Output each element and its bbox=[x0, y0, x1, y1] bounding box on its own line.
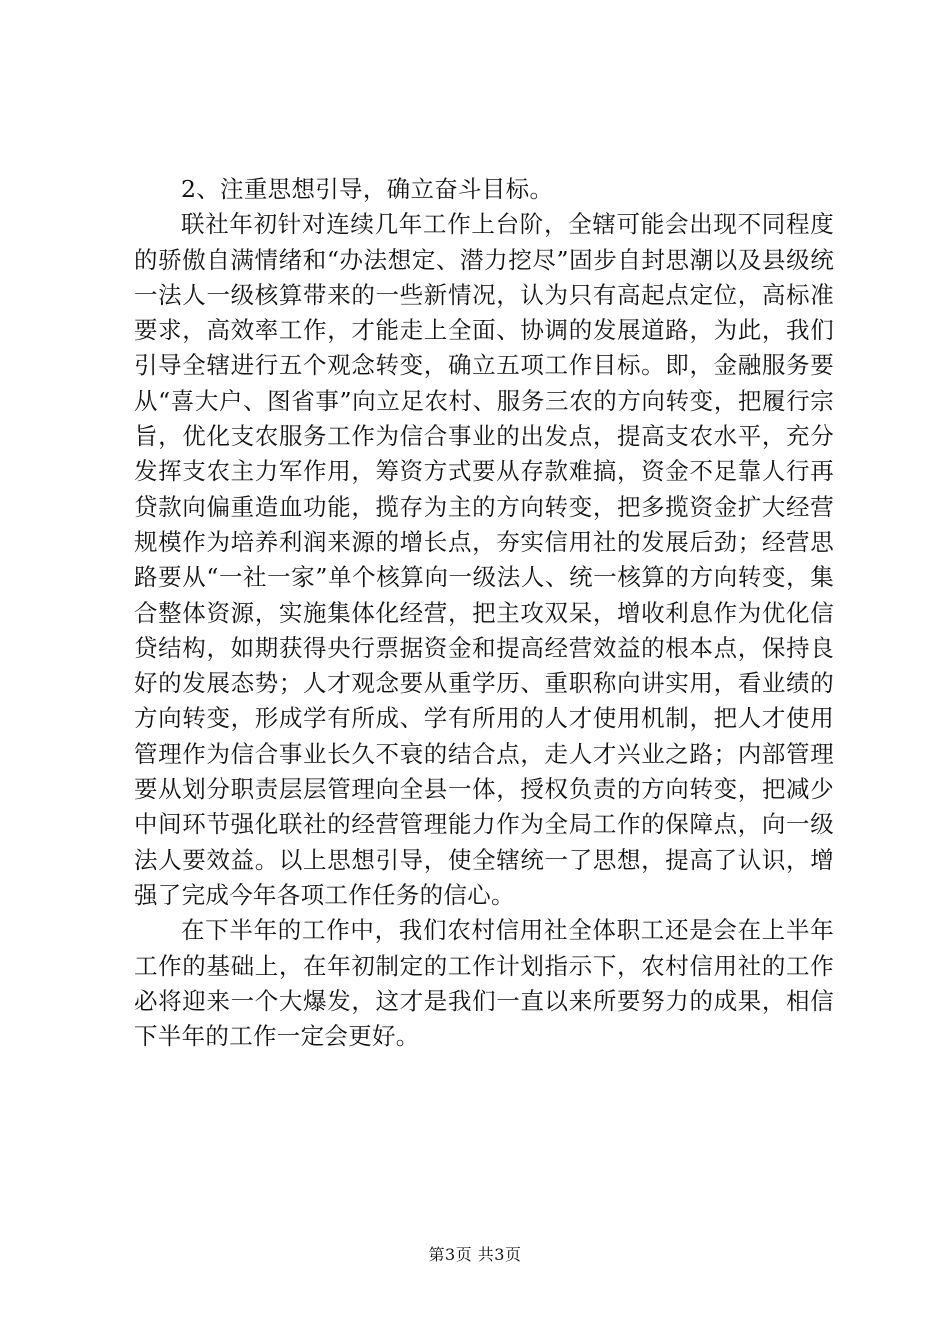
paragraph: 联社年初针对连续几年工作上台阶，全辖可能会出现不同程度的骄傲自满情绪和“办法想定、潜力挖尽”固步自封思潮以及县级统一法人一级核算带来的一些新情况，认为只有高起点定位，高标准要求，高效率工作，才能走上全面、协调的发展道路，为此，我们引导全辖进行五个观念转变，确立五项工作目标。即，金融服务要从“喜大户、图省事”向立足农村、服务三农的方向转变，把履行宗旨，优化支农服务工作为信合事业的出发点，提高支农水平，充分发挥支农主力军作用，筹资方式要从存款难搞，资金不足靠人行再贷款向偏重造血功能，揽存为主的方向转变，把多揽资金扩大经营规模作为培养利润来源的增长点，夯实信用社的发展后劲；经营思路要从“一社一家”单个核算向一级法人、统一核算的方向转变，集合整体资源，实施集体化经营，把主攻双呆，增收利息作为优化信贷结构，如期获得央行票据资金和提高经营效益的根本点，保持良好的发展态势；人才观念要从重学历、重职称向讲实用，看业绩的方向转变，形成学有所成、学有所用的人才使用机制，把人才使用管理作为信合事业长久不衰的结合点，走人才兴业之路；内部管理要从划分职责层层管理向全县一体，授权负责的方向转变，把减少中间环节强化联社的经营管理能力作为全局工作的保障点，向一级法人要效益。以上思想引导，使全辖统一了思想，提高了认识，增强了完成今年各项工作任务的信心。 bbox=[134, 210, 834, 909]
paragraph: 在下半年的工作中，我们农村信用社全体职工还是会在上半年工作的基础上，在年初制定的工作计划指示下，农村信用社的工作必将迎来一个大爆发，这才是我们一直以来所要努力的成果，相信下半年的工作一定会更好。 bbox=[134, 916, 834, 1051]
page-footer: 第3页 共3页 bbox=[428, 1245, 522, 1264]
section-heading: 2、注重思想引导，确立奋斗目标。 bbox=[181, 175, 554, 203]
document-body bbox=[134, 172, 834, 1054]
